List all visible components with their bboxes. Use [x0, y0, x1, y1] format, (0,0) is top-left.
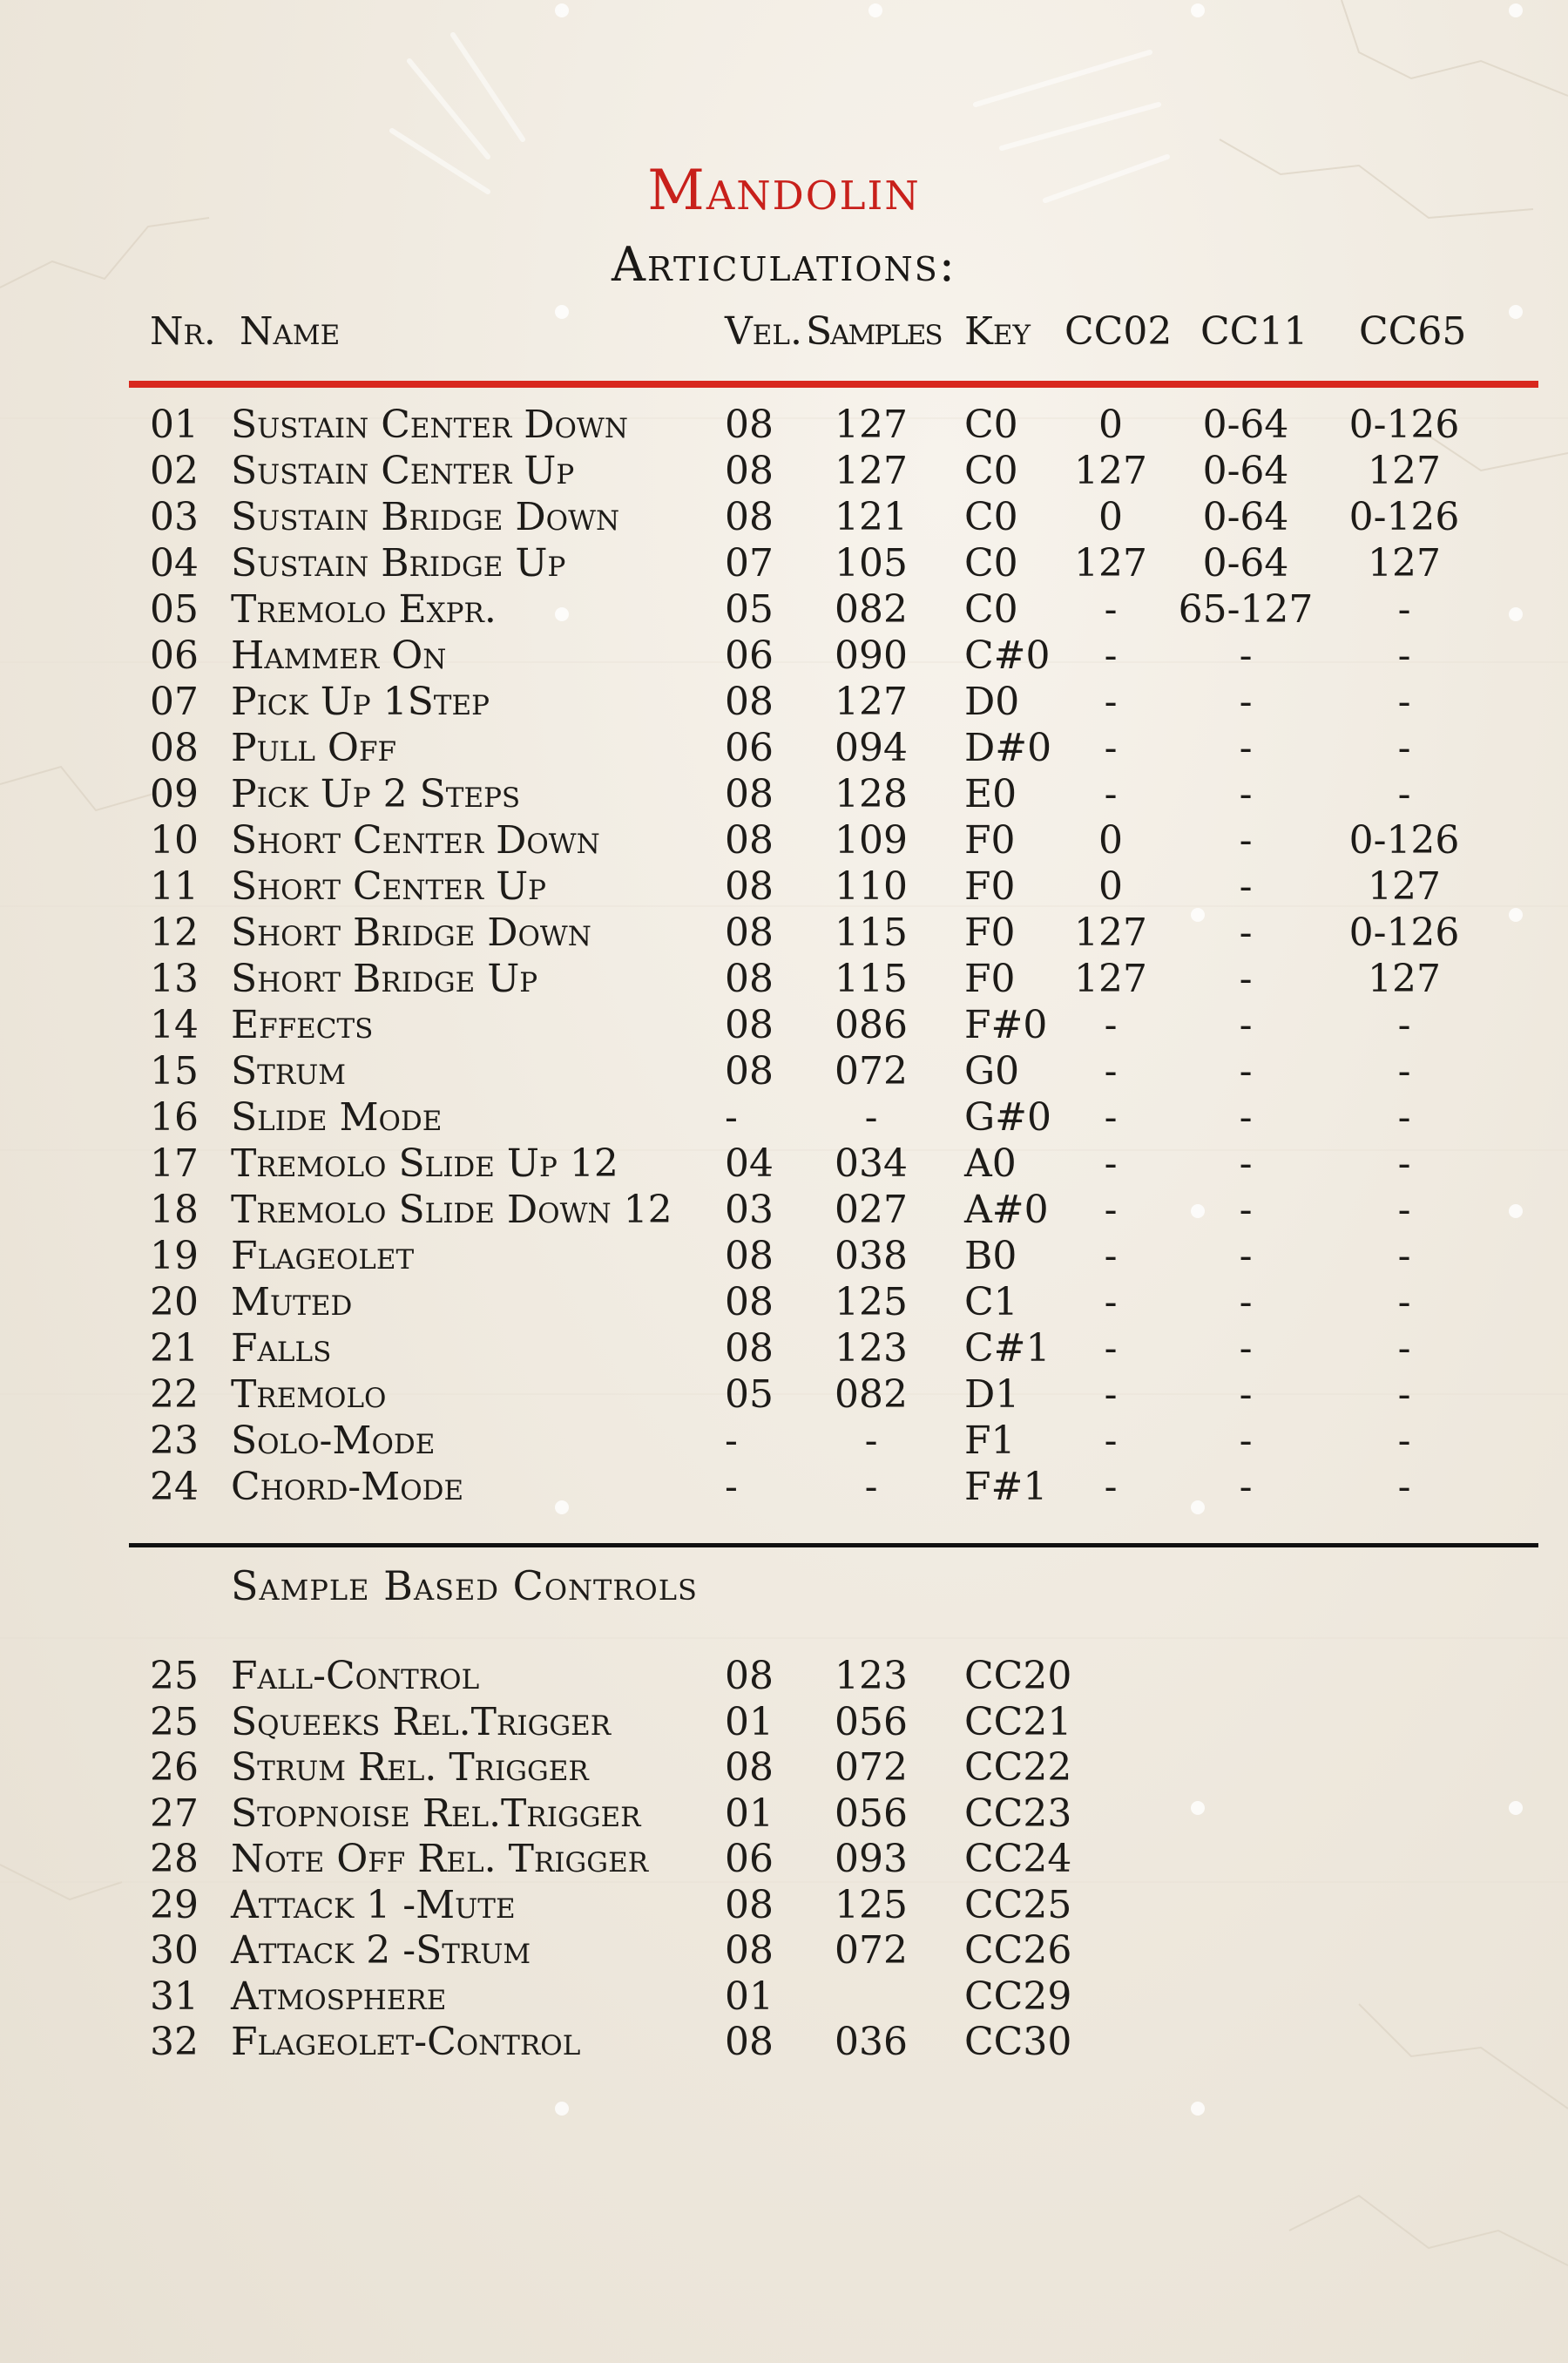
table-row: 04 Sustain Bridge Up 07 105 C0 127 0-64 127: [150, 541, 1441, 586]
cell-cc65: -: [1397, 1326, 1411, 1371]
cell-cc02: -: [1104, 1234, 1118, 1278]
cell-name: Flageolet: [231, 1234, 415, 1278]
cell-nr: 30: [150, 1928, 199, 1973]
cell-name: Muted: [231, 1280, 353, 1324]
cell-cc11: 65-127: [1178, 587, 1314, 632]
table-row: [0, 1974, 1568, 2020]
cell-cc02: -: [1104, 1188, 1118, 1232]
cell-name: Chord-Mode: [231, 1465, 464, 1509]
cell-nr: 16: [150, 1095, 199, 1140]
cell-key: CC22: [964, 1745, 1072, 1790]
cell-cc02: 0: [1098, 864, 1123, 909]
cell-vel: 08: [725, 818, 774, 863]
cell-nr: 02: [150, 449, 199, 493]
cell-name: Stopnoise Rel.Trigger: [231, 1791, 641, 1836]
cell-vel: 03: [725, 1188, 774, 1232]
cell-key: CC26: [964, 1928, 1072, 1973]
cell-cc65: -: [1397, 1372, 1411, 1417]
cell-vel: 05: [725, 587, 774, 632]
cell-cc11: -: [1239, 1280, 1253, 1324]
table-row: 08 Pull Off 06 094 D#0 - - -: [150, 726, 1411, 770]
cell-cc02: 127: [1074, 911, 1147, 955]
cell-name: Tremolo Expr.: [231, 587, 497, 632]
cell-nr: 08: [150, 726, 199, 770]
table-row: 23 Solo-Mode - - F1 - - -: [150, 1418, 1411, 1463]
cell-vel: 08: [725, 1049, 774, 1093]
cell-cc11: -: [1239, 1234, 1253, 1278]
cell-nr: 26: [150, 1745, 199, 1790]
cell-name: Attack 2 -Strum: [231, 1928, 531, 1973]
cell-nr: 01: [150, 403, 199, 447]
table-row: 25 Fall-Control 08 123 CC20: [150, 1654, 1072, 1698]
header-cc11: CC11: [1200, 309, 1308, 354]
cell-cc65: -: [1397, 1418, 1411, 1463]
cell-cc65: 127: [1368, 541, 1441, 586]
cell-cc11: 0-64: [1202, 541, 1289, 586]
cell-nr: 04: [150, 541, 199, 586]
cell-cc02: 127: [1074, 541, 1147, 586]
cell-name: Flageolet-Control: [231, 2020, 581, 2064]
cell-vel: 06: [725, 726, 774, 770]
cell-nr: 25: [150, 1699, 199, 1744]
table-row: 14 Effects 08 086 F#0 - - -: [150, 1003, 1411, 1047]
cell-key: CC21: [964, 1699, 1072, 1744]
header-divider: [129, 381, 1538, 388]
cell-vel: 06: [725, 633, 774, 678]
header-name: Name: [240, 309, 341, 354]
cell-name: Fall-Control: [231, 1654, 480, 1698]
cell-key: C0: [964, 541, 1018, 586]
cell-cc02: -: [1104, 1372, 1118, 1417]
cell-cc11: 0-64: [1202, 495, 1289, 539]
cell-cc65: -: [1397, 1003, 1411, 1047]
cell-key: C0: [964, 449, 1018, 493]
cell-cc65: -: [1397, 726, 1411, 770]
cell-nr: 17: [150, 1141, 199, 1186]
cell-cc65: 0-126: [1348, 403, 1460, 447]
cell-cc02: -: [1104, 1418, 1118, 1463]
section-subtitle: Articulations:: [612, 237, 956, 292]
cell-nr: 29: [150, 1882, 199, 1927]
cell-cc65: -: [1397, 1141, 1411, 1186]
cell-nr: 21: [150, 1326, 199, 1371]
cell-cc02: -: [1104, 1280, 1118, 1324]
cell-name: Short Center Down: [231, 818, 600, 863]
cell-nr: 12: [150, 911, 199, 955]
cell-vel: 01: [725, 1791, 774, 1836]
cell-cc11: -: [1239, 1049, 1253, 1093]
cell-cc11: 0-64: [1202, 449, 1289, 493]
cell-cc02: -: [1104, 1049, 1118, 1093]
table-row: 19 Flageolet 08 038 B0 - - -: [150, 1234, 1411, 1278]
cell-vel: 08: [725, 2020, 774, 2064]
table-header: [0, 309, 1568, 365]
cell-nr: 07: [150, 680, 199, 724]
cell-cc65: 0-126: [1348, 495, 1460, 539]
cell-cc02: 0: [1098, 818, 1123, 863]
cell-name: Sustain Bridge Up: [231, 541, 566, 586]
cell-key: F#0: [964, 1003, 1048, 1047]
cell-nr: 31: [150, 1974, 199, 2019]
cell-key: C0: [964, 403, 1018, 447]
table-row: 25 Squeeks Rel.Trigger 01 056 CC21: [150, 1699, 1072, 1744]
cell-name: Note Off Rel. Trigger: [231, 1837, 649, 1881]
cell-name: Solo-Mode: [231, 1418, 436, 1463]
cell-name: Tremolo Slide Down 12: [231, 1188, 672, 1232]
cell-name: Sustain Bridge Down: [231, 495, 620, 539]
cell-name: Squeeks Rel.Trigger: [231, 1699, 612, 1744]
cell-key: G0: [964, 1049, 1020, 1093]
cell-vel: -: [725, 1095, 738, 1140]
cell-key: A0: [964, 1141, 1017, 1186]
cell-nr: 06: [150, 633, 199, 678]
cell-vel: 08: [725, 911, 774, 955]
cell-nr: 27: [150, 1791, 199, 1836]
cell-key: F1: [964, 1418, 1016, 1463]
cell-key: A#0: [964, 1188, 1049, 1232]
table-row: 24 Chord-Mode - - F#1 - - -: [150, 1465, 1411, 1509]
cell-vel: 04: [725, 1141, 774, 1186]
cell-vel: 07: [725, 541, 774, 586]
cell-key: C0: [964, 587, 1018, 632]
table-row: 21 Falls 08 123 C#1 - - -: [150, 1326, 1411, 1371]
table-row: 15 Strum 08 072 G0 - - -: [150, 1049, 1411, 1093]
cell-key: E0: [964, 772, 1017, 816]
cell-cc11: -: [1239, 1095, 1253, 1140]
cell-nr: 24: [150, 1465, 199, 1509]
cell-vel: 01: [725, 1974, 774, 2019]
cell-cc65: -: [1397, 1188, 1411, 1232]
cell-cc02: -: [1104, 1003, 1118, 1047]
cell-name: Sustain Center Up: [231, 449, 575, 493]
cell-key: F0: [964, 957, 1016, 1001]
controls-title: Sample Based Controls: [231, 1562, 698, 1609]
header-cc65: CC65: [1359, 309, 1467, 354]
cell-key: C#1: [964, 1326, 1051, 1371]
cell-cc11: -: [1239, 680, 1253, 724]
cell-cc11: -: [1239, 633, 1253, 678]
cell-nr: 13: [150, 957, 199, 1001]
cell-cc11: -: [1239, 1418, 1253, 1463]
cell-nr: 22: [150, 1372, 199, 1417]
cell-cc02: 0: [1098, 495, 1123, 539]
table-row: 29 Attack 1 -Mute 08 125 CC25: [150, 1882, 1072, 1927]
table-row: 11 Short Center Up 08 110 F0 0 - 127: [150, 864, 1441, 909]
cell-cc02: -: [1104, 726, 1118, 770]
cell-key: F0: [964, 911, 1016, 955]
header-samples: Samples: [806, 309, 942, 354]
cell-key: D#0: [964, 726, 1052, 770]
cell-key: C1: [964, 1280, 1018, 1324]
cell-name: Attack 1 -Mute: [231, 1882, 516, 1927]
table-row: 05 Tremolo Expr. 05 082 C0 - 65-127 -: [150, 587, 1411, 632]
cell-name: Strum: [231, 1049, 347, 1093]
table-row: 32 Flageolet-Control 08 036 CC30: [150, 2020, 1072, 2064]
cell-nr: 32: [150, 2020, 199, 2064]
cell-vel: 08: [725, 1745, 774, 1790]
cell-cc02: -: [1104, 680, 1118, 724]
cell-cc65: -: [1397, 1280, 1411, 1324]
cell-cc65: 127: [1368, 449, 1441, 493]
cell-name: Atmosphere: [231, 1974, 447, 2019]
cell-cc65: -: [1397, 1234, 1411, 1278]
cell-name: Pull Off: [231, 726, 396, 770]
cell-cc11: -: [1239, 1326, 1253, 1371]
cell-nr: 11: [150, 864, 199, 909]
cell-nr: 20: [150, 1280, 199, 1324]
table-row: 20 Muted 08 125 C1 - - -: [150, 1280, 1411, 1324]
cell-cc02: -: [1104, 1095, 1118, 1140]
cell-key: F0: [964, 864, 1016, 909]
cell-cc65: -: [1397, 1049, 1411, 1093]
table-row: 07 Pick Up 1Step 08 127 D0 - - -: [150, 680, 1411, 724]
cell-name: Effects: [231, 1003, 374, 1047]
cell-cc11: -: [1239, 772, 1253, 816]
cell-key: D0: [964, 680, 1020, 724]
cell-cc11: -: [1239, 1003, 1253, 1047]
cell-key: C#0: [964, 633, 1051, 678]
cell-name: Tremolo Slide Up 12: [231, 1141, 618, 1186]
cell-cc11: -: [1239, 864, 1253, 909]
cell-nr: 18: [150, 1188, 199, 1232]
cell-nr: 10: [150, 818, 199, 863]
cell-vel: 06: [725, 1837, 774, 1881]
cell-nr: 14: [150, 1003, 199, 1047]
cell-nr: 28: [150, 1837, 199, 1881]
cell-nr: 03: [150, 495, 199, 539]
table-row: 12 Short Bridge Down 08 115 F0 127 - 0-126: [150, 911, 1460, 955]
cell-cc65: 0-126: [1348, 818, 1460, 863]
cell-vel: -: [725, 1418, 738, 1463]
cell-nr: 09: [150, 772, 199, 816]
cell-cc11: -: [1239, 726, 1253, 770]
cell-cc65: 0-126: [1348, 911, 1460, 955]
cell-name: Sustain Center Down: [231, 403, 628, 447]
cell-vel: 08: [725, 864, 774, 909]
cell-cc02: -: [1104, 633, 1118, 678]
cell-key: CC23: [964, 1791, 1072, 1836]
section-divider: [129, 1543, 1538, 1547]
cell-cc65: -: [1397, 772, 1411, 816]
cell-key: CC30: [964, 2020, 1072, 2064]
cell-name: Short Center Up: [231, 864, 547, 909]
table-row: 28 Note Off Rel. Trigger 06 093 CC24: [150, 1837, 1072, 1881]
cell-key: G#0: [964, 1095, 1052, 1140]
header-key: Key: [964, 309, 1031, 354]
table-row: 27 Stopnoise Rel.Trigger 01 056 CC23: [150, 1791, 1072, 1836]
cell-name: Pick Up 1Step: [231, 680, 490, 724]
cell-cc11: -: [1239, 818, 1253, 863]
table-row: 03 Sustain Bridge Down 08 121 C0 0 0-64 0-126: [150, 495, 1460, 539]
cell-nr: 25: [150, 1654, 199, 1698]
cell-vel: 08: [725, 403, 774, 447]
cell-vel: 08: [725, 1280, 774, 1324]
table-row: 02 Sustain Center Up 08 127 C0 127 0-64 127: [150, 449, 1441, 493]
cell-cc65: -: [1397, 633, 1411, 678]
cell-cc02: 127: [1074, 449, 1147, 493]
table-row: 26 Strum Rel. Trigger 08 072 CC22: [150, 1745, 1072, 1790]
table-row: 17 Tremolo Slide Up 12 04 034 A0 - - -: [150, 1141, 1411, 1186]
cell-cc11: 0-64: [1202, 403, 1289, 447]
header-nr: Nr.: [150, 309, 216, 354]
cell-key: C0: [964, 495, 1018, 539]
cell-key: CC29: [964, 1974, 1072, 2019]
cell-cc11: -: [1239, 1465, 1253, 1509]
cell-cc11: -: [1239, 911, 1253, 955]
cell-nr: 05: [150, 587, 199, 632]
table-row: 30 Attack 2 -Strum 08 072 CC26: [150, 1928, 1072, 1973]
header-cc02: CC02: [1064, 309, 1173, 354]
cell-cc11: -: [1239, 1372, 1253, 1417]
table-row: 13 Short Bridge Up 08 115 F0 127 - 127: [150, 957, 1441, 1001]
cell-nr: 19: [150, 1234, 199, 1278]
table-row: 09 Pick Up 2 Steps 08 128 E0 - - -: [150, 772, 1411, 816]
cell-vel: 08: [725, 1326, 774, 1371]
cell-name: Slide Mode: [231, 1095, 443, 1140]
table-row: 01 Sustain Center Down 08 127 C0 0 0-64 0-126: [150, 403, 1460, 447]
cell-name: Falls: [231, 1326, 332, 1371]
cell-name: Strum Rel. Trigger: [231, 1745, 589, 1790]
cell-cc02: 127: [1074, 957, 1147, 1001]
cell-vel: -: [725, 1465, 738, 1509]
cell-key: F#1: [964, 1465, 1048, 1509]
cell-cc02: -: [1104, 772, 1118, 816]
cell-cc02: -: [1104, 587, 1118, 632]
cell-name: Pick Up 2 Steps: [231, 772, 521, 816]
cell-vel: 08: [725, 1654, 774, 1698]
cell-vel: 08: [725, 772, 774, 816]
cell-key: B0: [964, 1234, 1017, 1278]
cell-name: Short Bridge Up: [231, 957, 538, 1001]
cell-vel: 08: [725, 957, 774, 1001]
cell-nr: 23: [150, 1418, 199, 1463]
cell-vel: 08: [725, 449, 774, 493]
table-row: 16 Slide Mode - - G#0 - - -: [150, 1095, 1411, 1140]
cell-name: Tremolo: [231, 1372, 387, 1417]
cell-key: CC24: [964, 1837, 1072, 1881]
cell-cc65: -: [1397, 1095, 1411, 1140]
cell-cc02: 0: [1098, 403, 1123, 447]
cell-vel: 01: [725, 1699, 774, 1744]
cell-name: Short Bridge Down: [231, 911, 591, 955]
cell-vel: 08: [725, 1234, 774, 1278]
table-row: 22 Tremolo 05 082 D1 - - -: [150, 1372, 1411, 1417]
cell-key: F0: [964, 818, 1016, 863]
cell-cc02: -: [1104, 1326, 1118, 1371]
cell-cc65: -: [1397, 587, 1411, 632]
cell-cc02: -: [1104, 1141, 1118, 1186]
cell-vel: 08: [725, 495, 774, 539]
cell-vel: 08: [725, 1003, 774, 1047]
header-vel: Vel.: [725, 309, 802, 354]
cell-vel: 08: [725, 680, 774, 724]
table-row: 18 Tremolo Slide Down 12 03 027 A#0 - - -: [150, 1188, 1411, 1232]
cell-name: Hammer On: [231, 633, 447, 678]
table-row: 10 Short Center Down 08 109 F0 0 - 0-126: [150, 818, 1460, 863]
cell-vel: 08: [725, 1928, 774, 1973]
cell-cc02: -: [1104, 1465, 1118, 1509]
cell-key: D1: [964, 1372, 1020, 1417]
cell-key: CC20: [964, 1654, 1072, 1698]
cell-vel: 08: [725, 1882, 774, 1927]
cell-key: CC25: [964, 1882, 1072, 1927]
cell-cc11: -: [1239, 1141, 1253, 1186]
cell-nr: 15: [150, 1049, 199, 1093]
cell-vel: 05: [725, 1372, 774, 1417]
cell-cc11: -: [1239, 957, 1253, 1001]
cell-cc11: -: [1239, 1188, 1253, 1232]
cell-cc65: -: [1397, 680, 1411, 724]
instrument-title: Mandolin: [647, 159, 921, 223]
cell-cc65: -: [1397, 1465, 1411, 1509]
cell-cc65: 127: [1368, 864, 1441, 909]
table-row: 06 Hammer On 06 090 C#0 - - -: [150, 633, 1411, 678]
cell-cc65: 127: [1368, 957, 1441, 1001]
